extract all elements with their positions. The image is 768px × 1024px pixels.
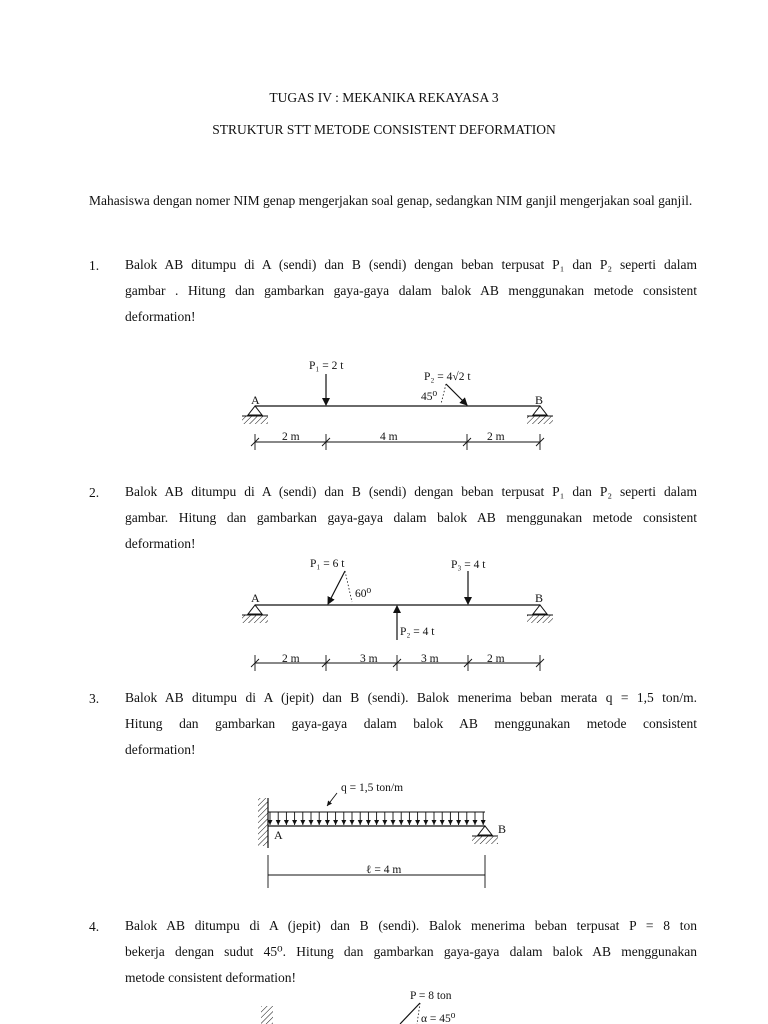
load-p3-label: P₃ = 4 t [451,559,486,571]
pin-support-b [472,826,498,844]
label-a: A [274,828,283,842]
problem-4-line-3: metode consistent deformation! [125,970,296,985]
span-label: ℓ = 4 m [366,864,402,876]
dim-2: 4 m [380,431,398,443]
problem-4-line-2: bekerja dengan sudut 45⁰. Hitung dan gambarkan gaya-gaya dalam balok AB menggunakan [125,944,697,959]
problem-1-number: 1. [89,258,100,273]
document-title: TUGAS IV : MEKANIKA REKAYASA 3 [269,90,499,105]
dim-1: 2 m [282,653,300,665]
problem-1-line-2: gambar . Hitung dan gambarkan gaya-gaya dalam balok AB menggunakan metode consistent [125,283,697,298]
load-p-label: P = 8 ton [410,990,452,1002]
load-leader [327,793,337,806]
load-p-arrow [400,1003,420,1024]
problem-3-line-2: Hitung dan gambarkan gaya-gaya dalam balok AB menggunakan metode consistent [125,716,697,731]
dim-3: 3 m [421,653,439,665]
dim-1: 2 m [282,431,300,443]
dim-3: 2 m [487,431,505,443]
distributed-load-arrows [270,812,483,825]
figure-2 [242,558,553,671]
document-subtitle: STRUKTUR STT METODE CONSISTENT DEFORMATION [212,122,556,137]
load-p2-label: P₂ = 4 t [400,626,435,638]
label-b: B [498,822,507,836]
load-p1-label: P₁ = 2 t [309,360,344,372]
load-p2-label: P₂ = 4√2 t [424,371,471,383]
problem-3-line-1: Balok AB ditumpu di A (jepit) dan B (sendi). Balok menerima beban merata q = 1,5 ton/m. [125,690,697,705]
load-p1-label: P₁ = 6 t [310,558,345,570]
label-a: A [251,393,260,407]
angle-label: 60⁰ [355,588,372,600]
dim-4: 2 m [487,653,505,665]
problem-3-line-3: deformation! [125,742,196,757]
load-p1-arrow [328,571,345,604]
angle-guide [345,571,352,602]
figure-4 [261,990,456,1024]
problem-4-line-1: Balok AB ditumpu di A (jepit) dan B (sendi). Balok menerima beban terpusat P = 8 ton [125,918,697,933]
label-b: B [535,393,544,407]
problem-1-line-3: deformation! [125,309,196,324]
load-p2-arrow [446,384,467,405]
problem-2-line-2: gambar. Hitung dan gambarkan gaya-gaya dalam balok AB menggunakan metode consistent [125,510,697,525]
intro-paragraph: Mahasiswa dengan nomer NIM genap mengerjakan soal genap, sedangkan NIM ganjil mengerjakan soal ganjil. [89,193,693,208]
problem-2-line-1: Balok AB ditumpu di A (sendi) dan B (sendi) dengan beban terpusat P₁ dan P₂ seperti dalam [125,484,697,499]
label-a: A [251,591,260,605]
fixed-support-a [261,1006,273,1024]
figure-1 [242,360,553,450]
label-b: B [535,591,544,605]
pin-support-b [527,605,553,623]
pin-support-b [527,406,553,424]
load-q-label: q = 1,5 ton/m [341,782,404,794]
dim-2: 3 m [360,653,378,665]
problem-2-number: 2. [89,485,100,500]
problem-4-number: 4. [89,919,100,934]
figure-3 [258,782,506,888]
angle-guide [441,384,446,404]
pin-support-a [242,605,268,623]
problem-3-number: 3. [89,691,100,706]
angle-alpha-label: α = 45⁰ [421,1013,456,1024]
angle-label: 45⁰ [421,391,438,403]
problem-1-line-1: Balok AB ditumpu di A (sendi) dan B (sendi) dengan beban terpusat P₁ dan P₂ seperti dalam [125,257,697,272]
fixed-support-a [258,798,268,848]
problem-2-line-3: deformation! [125,536,196,551]
pin-support-a [242,406,268,424]
